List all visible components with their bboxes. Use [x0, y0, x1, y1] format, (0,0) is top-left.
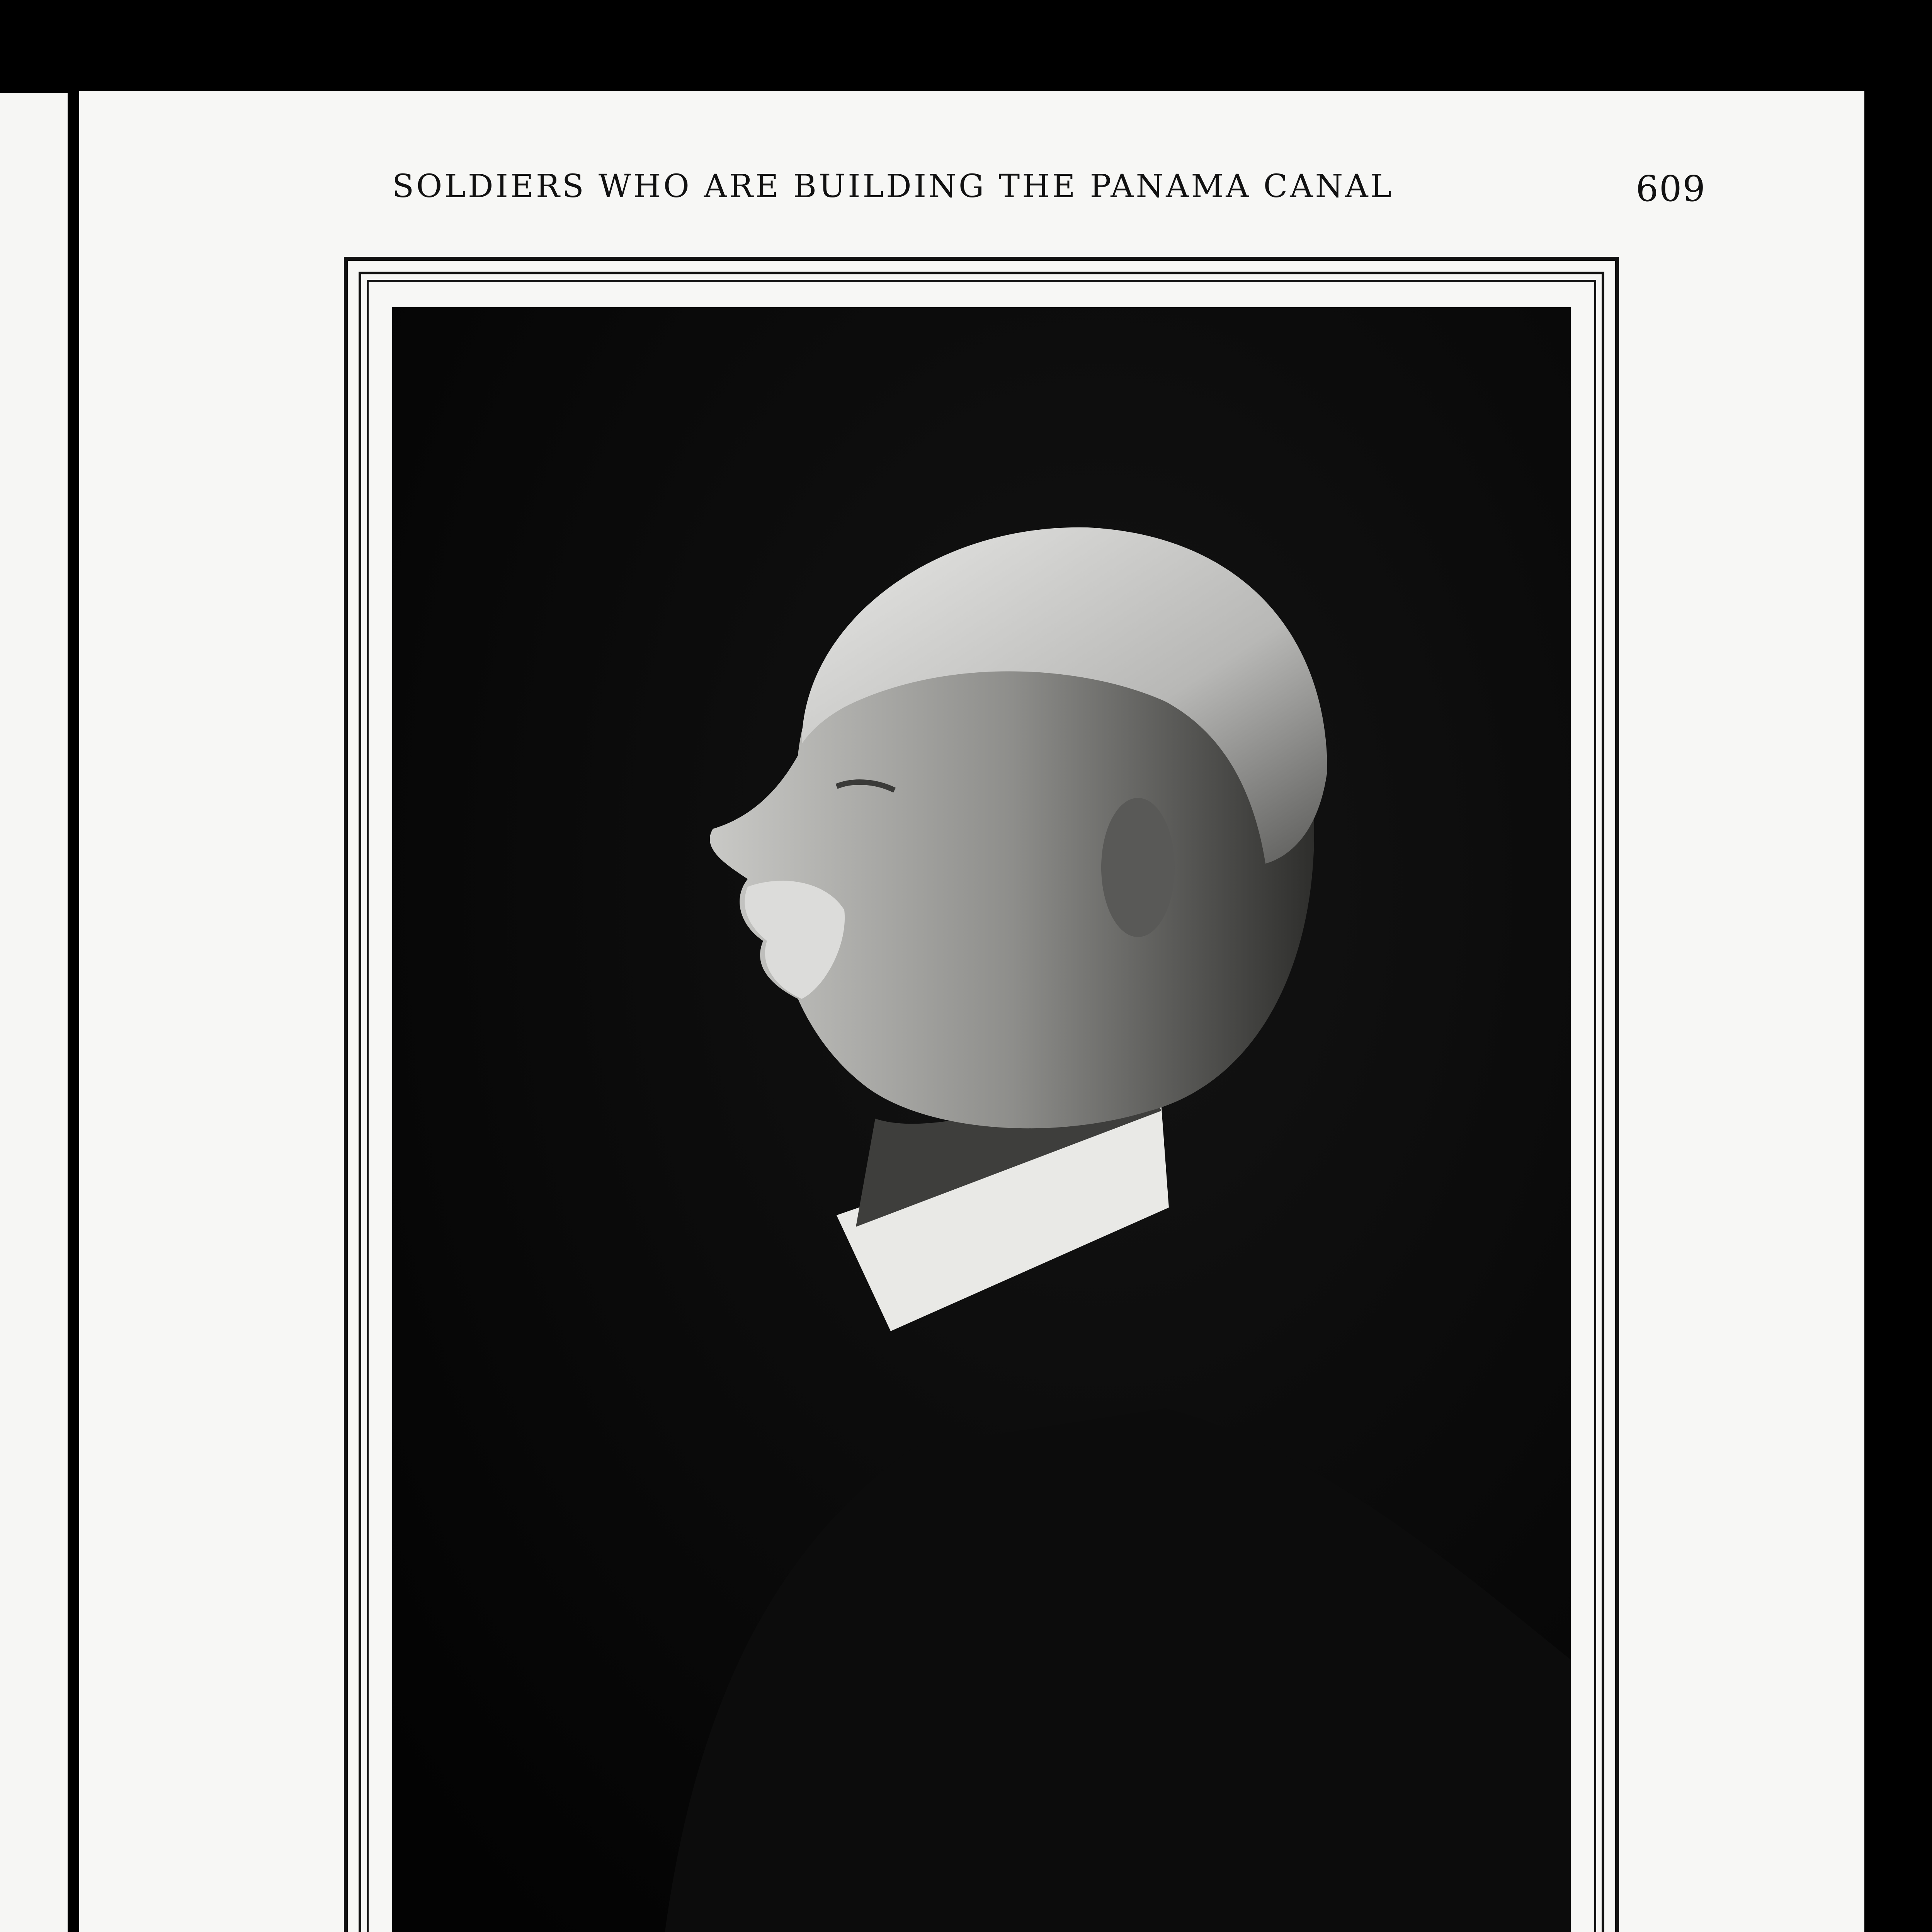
portrait-illustration — [392, 307, 1571, 1932]
running-head-title: SOLDIERS WHO ARE BUILDING THE PANAMA CANAL — [392, 168, 1394, 205]
page-number: 609 — [1636, 168, 1706, 209]
portrait-photo — [392, 307, 1571, 1932]
running-head — [392, 168, 1706, 234]
adjacent-page-edge — [0, 93, 68, 1932]
